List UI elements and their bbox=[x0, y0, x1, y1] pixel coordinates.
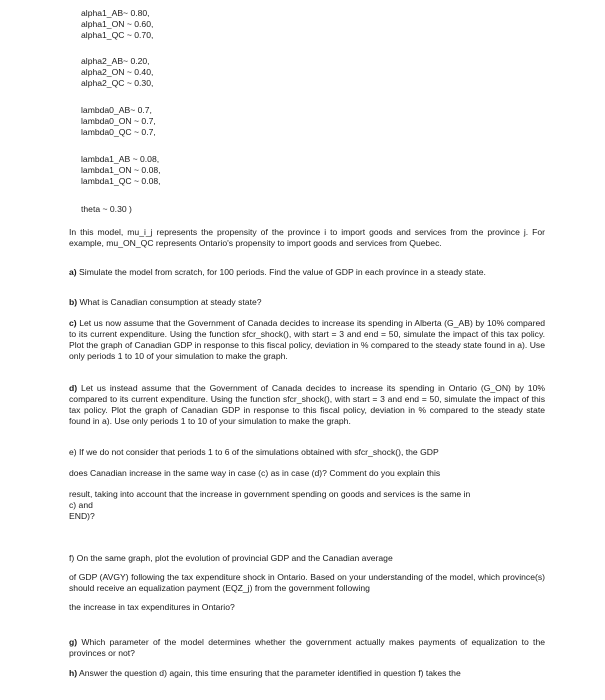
question-e-line: e) If we do not consider that periods 1 to 6 of the simulations obtained with sfcr_shock(), the GDP bbox=[69, 447, 439, 457]
question-label: d) bbox=[69, 383, 78, 393]
code-line: alpha2_QC ~ 0.30, bbox=[81, 78, 154, 88]
question-e-line: c) and bbox=[69, 500, 93, 510]
question-e-line: END)? bbox=[69, 511, 95, 521]
question-e-line: does Canadian increase in the same way in case (c) as in case (d)? Comment do you explain this bbox=[69, 468, 441, 478]
code-line: lambda1_ON ~ 0.08, bbox=[81, 165, 161, 175]
question-text: Which parameter of the model determines whether the government actually makes payments of equalization to the provinces or not? bbox=[69, 637, 546, 658]
question-label: c) bbox=[69, 318, 77, 328]
question-e-line: result, taking into account that the increase in government spending on goods and services is the same in bbox=[69, 489, 471, 499]
question-f-line: the increase in tax expenditures in Ontario? bbox=[69, 602, 235, 612]
question-text: Let us now assume that the Government of Canada decides to increase its spending in Alberta (G_AB) by 10% compared to its current expenditure. Using the function sfcr_shock(), with start = 3 and end = 50, simulate the impact of this tax policy. Plot the graph of Canadian GDP in response to this fiscal policy, deviation in % compared to the steady state found in a). Use only periods 1 to 10 of your simulation to make the graph. bbox=[69, 318, 546, 361]
code-line: alpha1_QC ~ 0.70, bbox=[81, 30, 154, 40]
question-g bbox=[69, 637, 545, 659]
question-label: a) bbox=[69, 267, 77, 277]
question-label: b) bbox=[69, 297, 78, 307]
code-line: alpha2_AB~ 0.20, bbox=[81, 56, 150, 66]
code-line: alpha2_ON ~ 0.40, bbox=[81, 67, 154, 77]
question-label: g) bbox=[69, 637, 78, 647]
question-label: h) bbox=[69, 668, 78, 678]
question-text: Simulate the model from scratch, for 100 periods. Find the value of GDP in each province in a steady state. bbox=[79, 267, 486, 277]
code-line: lambda1_AB ~ 0.08, bbox=[81, 154, 160, 164]
code-line: lambda1_QC ~ 0.08, bbox=[81, 176, 161, 186]
question-text: What is Canadian consumption at steady state? bbox=[79, 297, 262, 307]
question-b bbox=[69, 297, 545, 308]
code-line: alpha1_ON ~ 0.60, bbox=[81, 19, 154, 29]
question-a bbox=[69, 267, 545, 278]
question-f-line: f) On the same graph, plot the evolution of provincial GDP and the Canadian average bbox=[69, 553, 393, 563]
intro-paragraph: In this model, mu_i_j represents the propensity of the province i to import goods and services from the province j. For example, mu_ON_QC represents Ontario's propensity to import goods and services from Quebec. bbox=[69, 227, 545, 248]
code-line-theta: theta ~ 0.30 ) bbox=[81, 204, 132, 214]
code-line: lambda0_ON ~ 0.7, bbox=[81, 116, 156, 126]
question-f-text: of GDP (AVGY) following the tax expenditure shock in Ontario. Based on your understanding of the model, which province(s) should receive an equalization payment (EQZ_j) from the government following bbox=[69, 572, 545, 593]
code-line: alpha1_AB~ 0.80, bbox=[81, 8, 150, 18]
question-h bbox=[69, 668, 545, 679]
code-line: lambda0_QC ~ 0.7, bbox=[81, 127, 156, 137]
question-text: Let us instead assume that the Government of Canada decides to increase its spending in Ontario (G_ON) by 10% compared to its current expenditure. Using the function sfcr_shock(), with start = 3 and end = 50, simulate the impact of this tax policy. Plot the graph of Canadian GDP in response to this fiscal policy, deviation in % compared to the steady state found in a). Use only periods 1 to 10 of your simulation to make the graph. bbox=[69, 383, 545, 426]
question-c bbox=[69, 318, 545, 362]
question-d bbox=[69, 383, 545, 427]
code-line: lambda0_AB~ 0.7, bbox=[81, 105, 152, 115]
question-text: Answer the question d) again, this time ensuring that the parameter identified in question f) takes the bbox=[79, 668, 461, 678]
